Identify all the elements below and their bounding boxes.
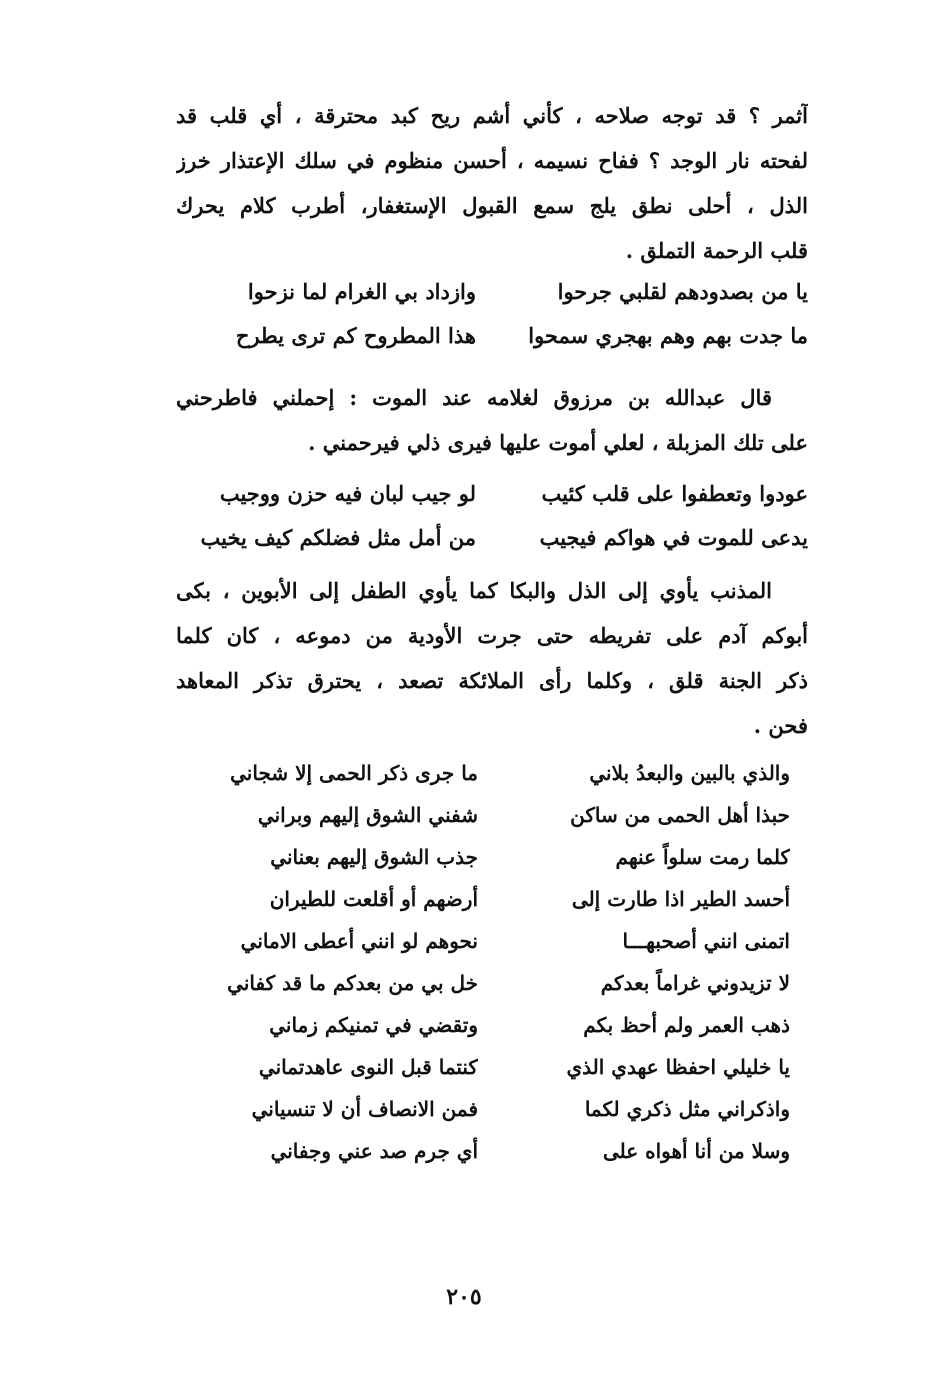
text-line: قلب الرحمة التملق . [625, 238, 808, 263]
hemistich-first: يدعى للموت في هواكم فيجيب [539, 525, 808, 550]
couplet [176, 1046, 808, 1088]
couplet [176, 962, 808, 1004]
text-line: أبوكم آدم على تفريطه حتى جرت الأودية من دموعه ، كان كلما [176, 623, 808, 648]
hemistich-first: أحسد الطير اذا طارت إلى [571, 887, 790, 911]
hemistich-second: من أمل مثل فضلكم كيف يخيب [200, 525, 476, 550]
hemistich-second: هذا المطروح كم ترى يطرح [235, 323, 476, 348]
hemistich-first: اتمنى انني أصحبهـــا [622, 929, 790, 953]
text-line: قال عبدالله بن مرزوق لغلامه عند الموت : إحملني فاطرحني [176, 385, 772, 410]
hemistich-first: واذكراني مثل ذكري لكما [584, 1097, 790, 1121]
hemistich-second: وتقضي في تمنيكم زماني [269, 1013, 478, 1037]
text-line: الذل ، أحلى نطق يلج سمع القبول الإستغفار، أطرب كلام يحرك [176, 193, 808, 218]
hemistich-second: أرضهم أو أقلعت للطيران [269, 887, 478, 911]
couplet [176, 1088, 808, 1130]
hemistich-first: حبذا أهل الحمى من ساكن [570, 803, 790, 827]
hemistich-second: جذب الشوق إليهم بعناني [270, 845, 478, 869]
hemistich-first: يا خليلي احفظا عهدي الذي [566, 1055, 790, 1079]
poem-2 [176, 472, 808, 560]
hemistich-first: ما جدت بهم وهم بهجري سمحوا [528, 323, 808, 348]
text-line: المذنب يأوي إلى الذل والبكا كما يأوي الطفل إلى الأبوين ، بكى [176, 578, 772, 603]
couplet [176, 878, 808, 920]
couplet [176, 270, 808, 314]
couplet [176, 836, 808, 878]
hemistich-second: نحوهم لو انني أعطى الاماني [240, 929, 478, 953]
text-line: لفحته نار الوجد ؟ ففاح نسيمه ، أحسن منظوم في سلك الإعتذار خرز [176, 148, 808, 173]
couplet [176, 752, 808, 794]
paragraph-2 [176, 375, 808, 465]
hemistich-second: كنتما قبل النوى عاهدتماني [258, 1055, 478, 1079]
couplet [176, 516, 808, 560]
couplet [176, 920, 808, 962]
hemistich-second: لو جيب لبان فيه حزن ووجيب [219, 481, 476, 506]
page-number: ٢٠٥ [446, 1284, 482, 1310]
hemistich-first: كلما رمت سلواً عنهم [615, 845, 790, 869]
hemistich-second: خل بي من بعدكم ما قد كفاني [227, 971, 478, 995]
paragraph-3 [176, 568, 808, 748]
couplet [176, 314, 808, 358]
hemistich-second: شفني الشوق إليهم وبراني [257, 803, 478, 827]
poem-3 [176, 752, 808, 1172]
poem-1 [176, 270, 808, 358]
hemistich-first: وسلا من أنا أهواه على [602, 1139, 790, 1163]
hemistich-first: والذي بالبين والبعدُ بلاني [589, 761, 790, 785]
hemistich-second: وازداد بي الغرام لما نزحوا [247, 279, 476, 304]
hemistich-second: أي جرم صد عني وجفاني [270, 1139, 478, 1163]
text-line: فحن . [753, 713, 808, 738]
hemistich-first: لا تزيدوني غراماً بعدكم [600, 971, 790, 995]
hemistich-first: يا من بصدودهم لقلبي جرحوا [557, 279, 808, 304]
text-line: ذكر الجنة قلق ، وكلما رأى الملائكة تصعد ، يحترق تذكر المعاهد [176, 668, 808, 693]
couplet [176, 1130, 808, 1172]
text-line: على تلك المزبلة ، لعلي أموت عليها فيرى ذلي فيرحمني . [308, 430, 808, 455]
couplet [176, 1004, 808, 1046]
text-line: آثمر ؟ قد توجه صلاحه ، كأني أشم ريح كبد محترقة ، أي قلب قد [176, 103, 808, 128]
hemistich-first: عودوا وتعطفوا على قلب كئيب [541, 481, 808, 506]
hemistich-first: ذهب العمر ولم أحظ بكم [583, 1013, 790, 1037]
hemistich-second: ما جرى ذكر الحمى إلا شجاني [230, 761, 478, 785]
couplet [176, 472, 808, 516]
couplet [176, 794, 808, 836]
paragraph-1 [176, 93, 808, 273]
hemistich-second: فمن الانصاف أن لا تنسياني [251, 1097, 478, 1121]
